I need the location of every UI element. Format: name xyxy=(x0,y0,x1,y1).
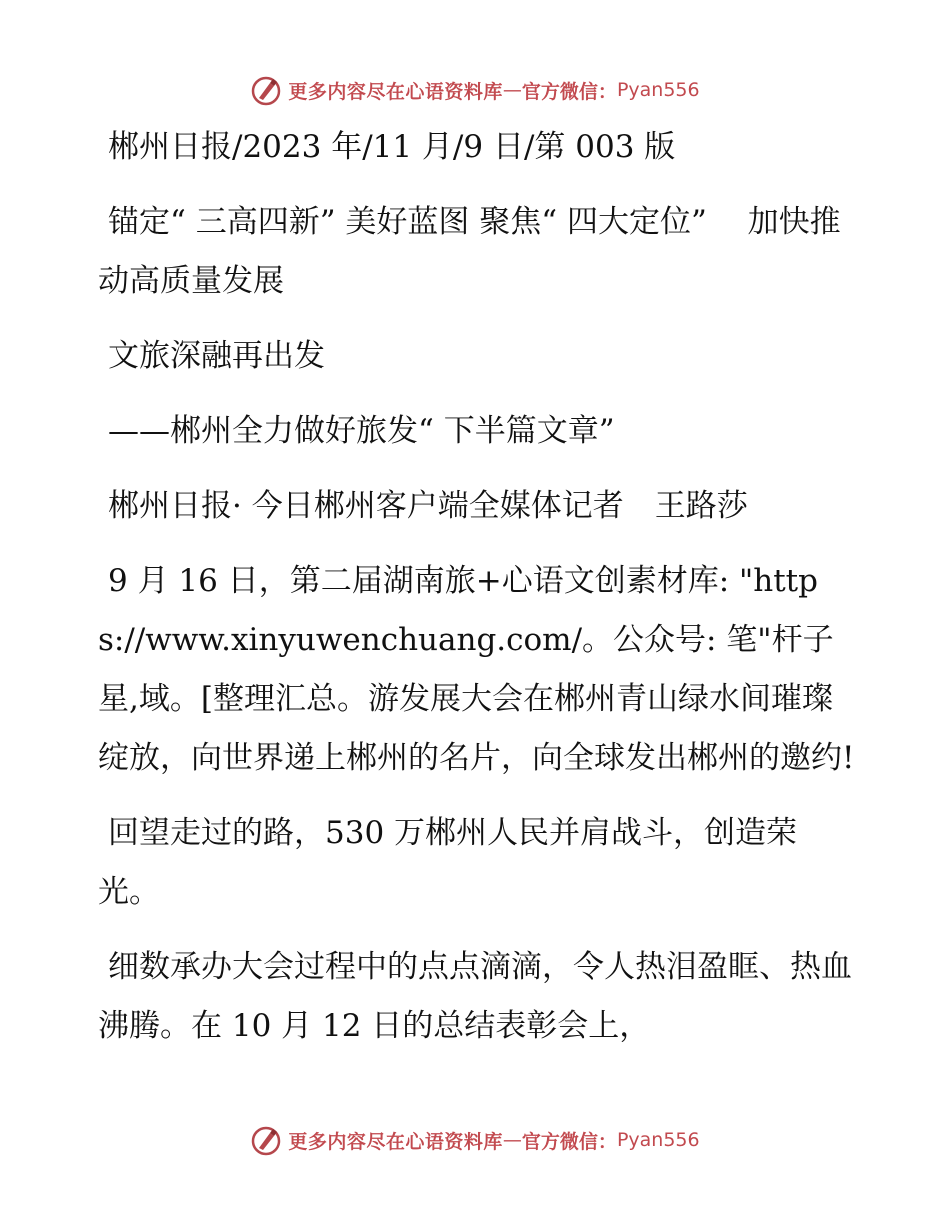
watermark-main-text: 更多内容尽在心语资料库 xyxy=(288,80,503,103)
paragraph-2: 回望走过的路，530 万郴州人民并肩战斗，创造荣光。 xyxy=(98,815,798,910)
pen-logo-icon xyxy=(250,1124,282,1156)
footer-watermark xyxy=(0,1120,950,1160)
watermark-dash: — xyxy=(502,1129,522,1151)
headline: 锚定“ 三高四新” 美好蓝图 聚焦“ 四大定位” 加快推动高质量发展 xyxy=(98,204,841,299)
watermark-id: Pyan556 xyxy=(616,79,700,101)
paragraph-1: 9 月 16 日，第二届湖南旅+心语文创素材库: "https://www.xinyuwenchuang.com/。公众号: 笔"杆子星,域。[整理汇总。游发展大会在郴州青山绿水间璀璨绽放，向世界递上郴州的名片，向全球发出郴州的邀约! xyxy=(98,563,855,776)
article-body xyxy=(98,118,858,1072)
watermark-sub-text: 官方微信： xyxy=(521,1130,617,1153)
byline: 郴州日报· 今日郴州客户端全媒体记者 王路莎 xyxy=(108,488,748,524)
article-title: 文旅深融再出发 xyxy=(108,338,325,374)
watermark-dash: — xyxy=(502,79,522,101)
watermark-sub-text: 官方微信： xyxy=(521,80,617,103)
article-subtitle: ——郴州全力做好旅发“ 下半篇文章” xyxy=(108,413,615,449)
pen-logo-icon xyxy=(250,74,282,106)
paragraph-3: 细数承办大会过程中的点点滴滴，令人热泪盈眶、热血沸腾。在 10 月 12 日的总结表彰会上， xyxy=(98,949,852,1044)
watermark-main-text: 更多内容尽在心语资料库 xyxy=(288,1130,503,1153)
watermark-id: Pyan556 xyxy=(616,1129,700,1151)
header-watermark xyxy=(0,70,950,110)
dateline: 郴州日报/2023 年/11 月/9 日/第 003 版 xyxy=(108,129,676,165)
